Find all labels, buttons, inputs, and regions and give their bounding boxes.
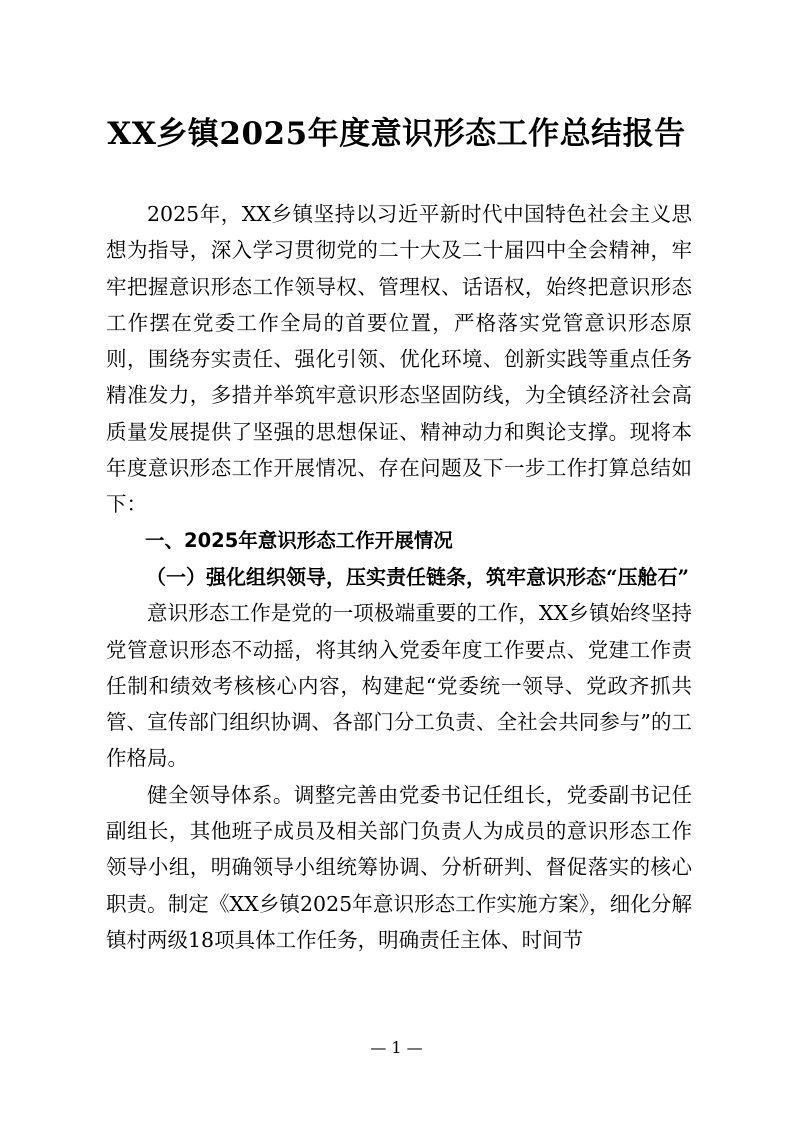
document-body (106, 196, 692, 958)
body-paragraph: 健全领导体系。调整完善由党委书记任组长，党委副书记任副组长，其他班子成员及相关部门负责人为成员的意识形态工作领导小组，明确领导小组统筹协调、分析研判、督促落实的核心职责。制定《XX乡镇2025年意识形态工作实施方案》，细化分解镇村两级18项具体工作任务，明确责任主体、时间节 (106, 782, 692, 952)
document-title: XX乡镇2025年度意识形态工作总结报告 (107, 116, 686, 152)
page-number: — 1 — (370, 1038, 423, 1057)
section-heading: 一、2025年意识形态工作开展情况 (145, 528, 453, 552)
subsection-heading: （一）强化组织领导，压实责任链条，筑牢意识形态“压舱石” (146, 564, 690, 589)
intro-paragraph: 2025年，XX乡镇坚持以习近平新时代中国特色社会主义思想为指导，深入学习贯彻党的二十大及二十届四中全会精神，牢牢把握意识形态工作领导权、管理权、话语权，始终把意识形态工作摆在党委工作全局的首要位置，严格落实党管意识形态原则，围绕夯实责任、强化引领、优化环境、创新实践等重点任务精准发力，多措并举筑牢意识形态坚固防线，为全镇经济社会高质量发展提供了坚强的思想保证、精神动力和舆论支撑。现将本年度意识形态工作开展情况、存在问题及下一步工作打算总结如下： (106, 202, 692, 517)
body-paragraph: 意识形态工作是党的一项极端重要的工作，XX乡镇始终坚持党管意识形态不动摇，将其纳入党委年度工作要点、党建工作责任制和绩效考核核心内容，构建起“党委统一领导、党政齐抓共管、宣传部门组织协调、各部门分工负责、全社会共同参与”的工作格局。 (106, 601, 692, 771)
